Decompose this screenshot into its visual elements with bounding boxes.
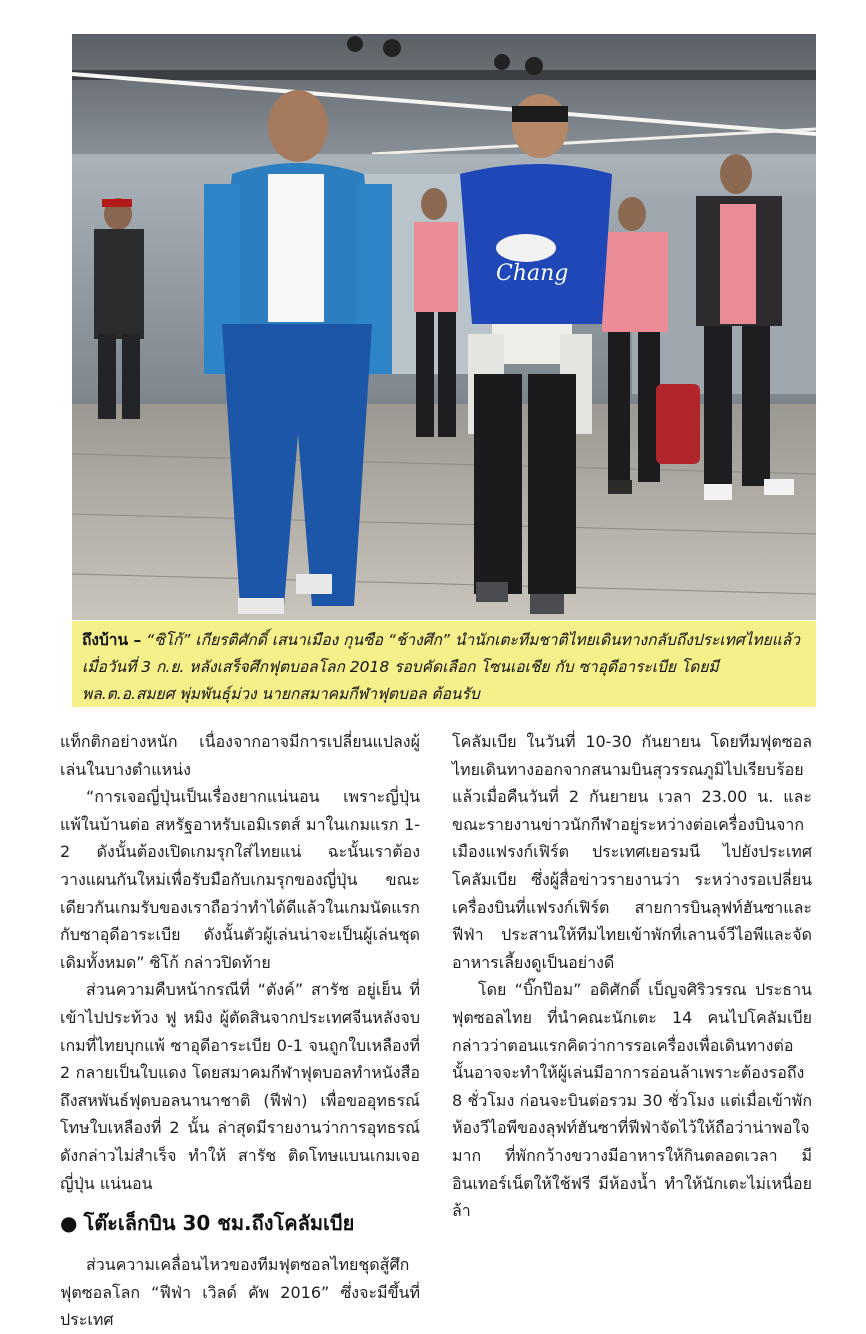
photo-thai-futsal-team-airport (72, 34, 816, 620)
section-subheading (60, 1203, 420, 1243)
article-paragraph: ส่วนความเคลื่อนไหวของทีมฟุตซอลไทยชุดสู้ศึกฟุตซอลโลก “ฟีฟ่า เวิลด์ คัพ 2016” ซึ่งจะมีขึ้นที่ประเทศ (60, 1255, 420, 1330)
caption-lead: ถึงบ้าน – (82, 631, 142, 649)
svg-text:Chang: Chang (496, 261, 569, 286)
news-photo (72, 34, 816, 620)
photo-caption (72, 621, 816, 707)
caption-text: “ซิโก้” เกียรติศักดิ์ เสนาเมือง กุนซือ “ช้างศึก” นำนักเตะทีมชาติไทยเดินทางกลับถึงประเทศไทยแล้วเมื่อวันที่ 3 ก.ย. หลังเสร็จศึกฟุตบอลโลก 2018 รอบคัดเลือก โซนเอเชีย กับ ซาอุดีอาระเบีย โดยมี พล.ต.อ.สมยศ พุ่มพันธุ์ม่วง นายกสมาคมกีฬาฟุตบอล ต้อนรับ (82, 631, 800, 703)
bullet-icon: ● (60, 1211, 78, 1236)
article-paragraph: โคลัมเบีย ในวันที่ 10-30 กันยายน โดยทีมฟุตซอลไทยเดินทางออกจากสนามบินสุวรรณภูมิไปเรียบร้อยแล้วเมื่อคืนวันที่ 2 กันยายน เวลา 23.00 น. และขณะรายงานข่าวนักกีฬาอยู่ระหว่างต่อเครื่องบินจากเมืองแฟรงก์เฟิร์ต ประเทศเยอรมนี ไปยังประเทศโคลัมเบีย ซึ่งผู้สื่อข่าวรายงานว่า ระหว่างรอเปลี่ยนเครื่องบินที่แฟรงก์เฟิร์ต สายการบินลุฟท์ฮันซาและฟีฟ่า ประสานให้ทีมไทยเข้าพักที่เลานจ์วีไอพีและจัดอาหารเลี้ยงดูเป็นอย่างดี (452, 732, 812, 972)
article-paragraph: “การเจอญี่ปุ่นเป็นเรื่องยากแน่นอน เพราะญี่ปุ่นแพ้ในบ้านต่อ สหรัฐอาหรับเอมิเรตส์ มาในเกมแรก 1-2 ดังนั้นต้องเปิดเกมรุกใส่ไทยแน่ ฉะนั้นเราต้องวางแผนกันใหม่เพื่อรับมือกับเกมรุกของญี่ปุ่น ขณะเดียวกันเกมรับของเราถือว่าทำได้ดีแล้วในเกมนัดแรกกับซาอุดีอาระเบีย ดังนั้นตัวผู้เล่นน่าจะเป็นผู้เล่นชุดเดิมทั้งหมด” ซิโก้ กล่าวปิดท้าย (60, 787, 420, 972)
article-column-left (60, 728, 420, 1334)
subheading-text: โต๊ะเล็กบิน 30 ชม.ถึงโคลัมเบีย (83, 1211, 355, 1236)
article-column-right (452, 728, 812, 1225)
article-paragraph: ส่วนความคืบหน้ากรณีที่ “ตังค์” สารัช อยู่เย็น ที่เข้าไปประท้วง ฟู หมิง ผู้ตัดสินจากประเทศจีนหลังจบเกมที่ไทยบุกแพ้ ซาอุดีอาระเบีย 0-1 จนถูกใบเหลืองที่ 2 กลายเป็นใบแดง โดยสมาคมกีฬาฟุตบอลทำหนังสือถึงสหพันธ์ฟุตบอลนานาชาติ (ฟีฟ่า) เพื่อขออุทธรณ์โทษใบเหลืองที่ 2 นั้น ล่าสุดมีรายงานว่าการอุทธรณ์ดังกล่าวไม่สำเร็จ ทำให้ สารัช ติดโทษแบนเกมเจอญี่ปุ่น แน่นอน (60, 980, 420, 1193)
article-paragraph: แท็กติกอย่างหนัก เนื่องจากอาจมีการเปลี่ยนแปลงผู้เล่นในบางตำแหน่ง (60, 732, 420, 779)
article-paragraph: โดย “บิ๊กป๊อม” อดิศักดิ์ เบ็ญจศิริวรรณ ประธานฟุตซอลไทย ที่นำคณะนักเตะ 14 คนไปโคลัมเบีย กล่าวว่าตอนแรกคิดว่าการรอเครื่องเพื่อเดินทางต่อนั้นอาจจะทำให้ผู้เล่นมีอาการอ่อนล้าเพราะต้องรอถึง 8 ชั่วโมง ก่อนจะบินต่อรวม 30 ชั่วโมง แต่เมื่อเข้าพักห้องวีไอพีของลุฟท์ฮันซาที่ฟีฟ่าจัดไว้ให้ถือว่าน่าพอใจมาก ที่พักกว้างขวางมีอาหารให้กินตลอดเวลา มีอินเทอร์เน็ตให้ใช้ฟรี มีห้องน้ำ ทำให้นักเตะไม่เหนื่อยล้า (452, 980, 812, 1221)
